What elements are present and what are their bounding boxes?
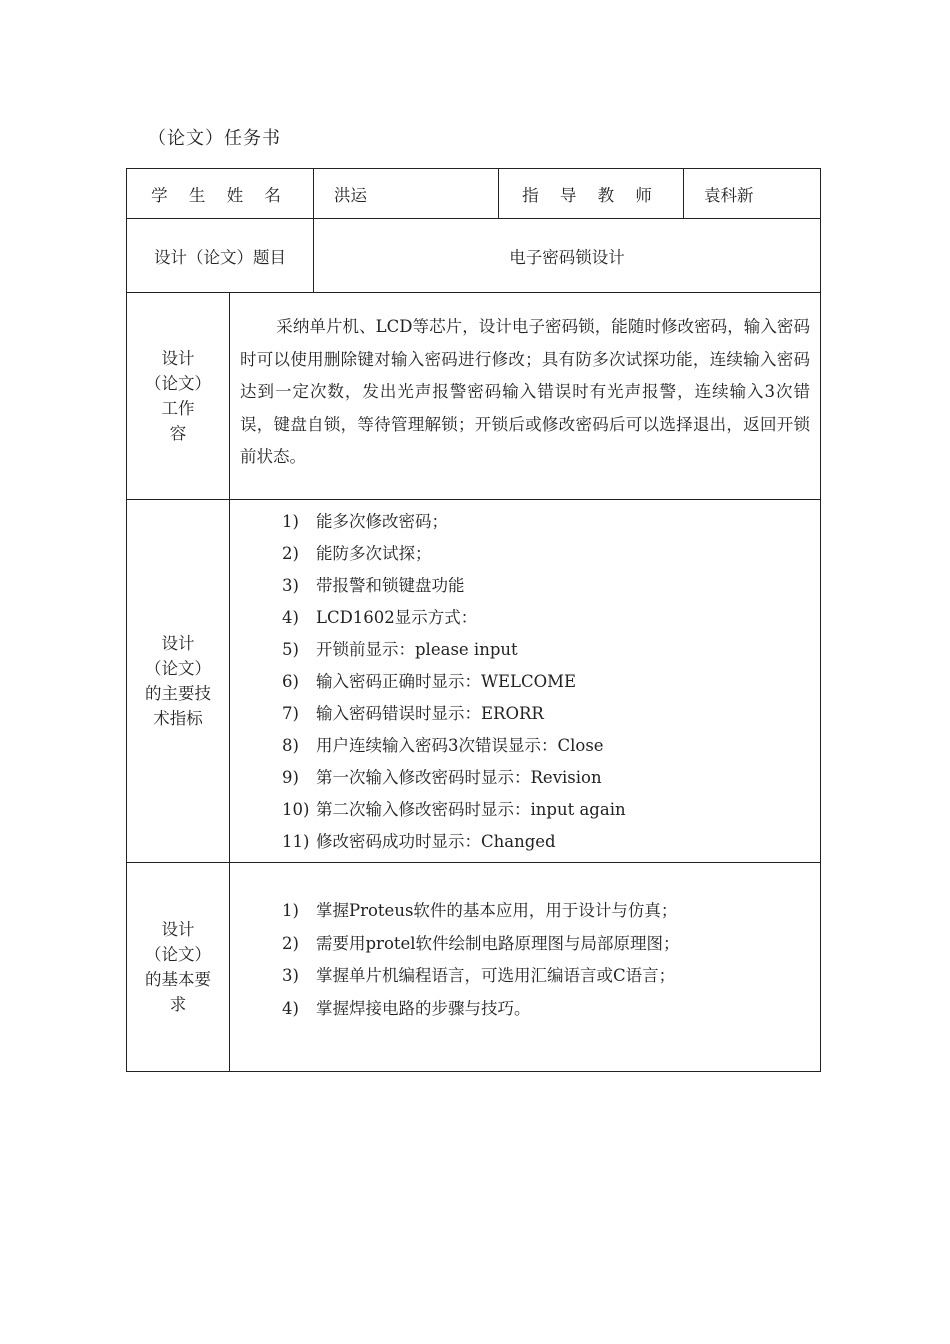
- list-item: 5) 开锁前显示：please input: [282, 640, 518, 659]
- label-line: 的主要技: [145, 684, 211, 703]
- student-teacher-row: [127, 169, 821, 219]
- label-line: 设计: [161, 349, 195, 368]
- indicators-label: [127, 500, 230, 863]
- label-line: 求: [169, 995, 187, 1014]
- list-item: 4) 掌握焊接电路的步骤与技巧。: [282, 998, 531, 1018]
- work-content-row: [127, 293, 821, 500]
- label-line: （论文）: [145, 659, 211, 678]
- list-item: 10) 第二次输入修改密码时显示：input again: [282, 800, 626, 819]
- teacher-label: 指 导 教 师: [499, 169, 684, 219]
- list-item: 6) 输入密码正确时显示：WELCOME: [282, 672, 577, 691]
- task-table: [126, 168, 821, 1072]
- list-item: 4) LCD1602显示方式：: [282, 608, 478, 627]
- list-item: 11) 修改密码成功时显示：Changed: [282, 832, 556, 851]
- label-line: 设计: [161, 634, 195, 653]
- list-item: 1) 掌握Proteus软件的基本应用，用于设计与仿真；: [282, 901, 678, 920]
- work-content-label: [127, 293, 230, 500]
- list-item: 9) 第一次输入修改密码时显示：Revision: [282, 768, 602, 787]
- label-line: （论文）: [145, 945, 211, 964]
- label-line: 设计: [161, 920, 195, 939]
- list-item: 3) 掌握单片机编程语言，可选用汇编语言或C语言；: [282, 966, 676, 985]
- indicators-list: [230, 500, 821, 863]
- teacher-name-value: 袁科新: [684, 169, 821, 219]
- label-line: 术指标: [153, 709, 203, 728]
- topic-label: 设计（论文）题目: [127, 219, 314, 293]
- label-line: 容: [169, 424, 187, 443]
- list-item: 7) 输入密码错误时显示：ERORR: [282, 704, 544, 723]
- requirements-label: [127, 863, 230, 1072]
- student-name-label: 学 生 姓 名: [127, 169, 314, 219]
- label-line: （论文）: [145, 374, 211, 393]
- label-line: 的基本要: [145, 970, 211, 989]
- topic-value: 电子密码锁设计: [314, 219, 821, 293]
- work-content-text: 采纳单片机、LCD等芯片，设计电子密码锁，能随时修改密码，输入密码时可以使用删除键对输入密码进行修改；具有防多次试探功能，连续输入密码达到一定次数，发出光声报警密码输入错误时有光声报警，连续输入3次错误，键盘自锁，等待管理解锁；开锁后或修改密码后可以选择退出，返回开锁前状态。: [230, 293, 821, 500]
- label-line: 工作: [161, 399, 195, 418]
- requirements-row: [127, 863, 821, 1072]
- topic-row: [127, 219, 821, 293]
- document-title: （论文）任务书: [148, 128, 281, 149]
- list-item: 2) 需要用protel软件绘制电路原理图与局部原理图；: [282, 933, 680, 953]
- indicators-row: [127, 500, 821, 863]
- list-item: 2) 能防多次试探；: [282, 544, 432, 563]
- student-name-value: 洪运: [314, 169, 499, 219]
- list-item: 1) 能多次修改密码；: [282, 512, 448, 531]
- list-item: 3) 带报警和锁键盘功能: [282, 576, 465, 595]
- requirements-list: [230, 863, 821, 1072]
- list-item: 8) 用户连续输入密码3次错误显示：Close: [282, 736, 604, 755]
